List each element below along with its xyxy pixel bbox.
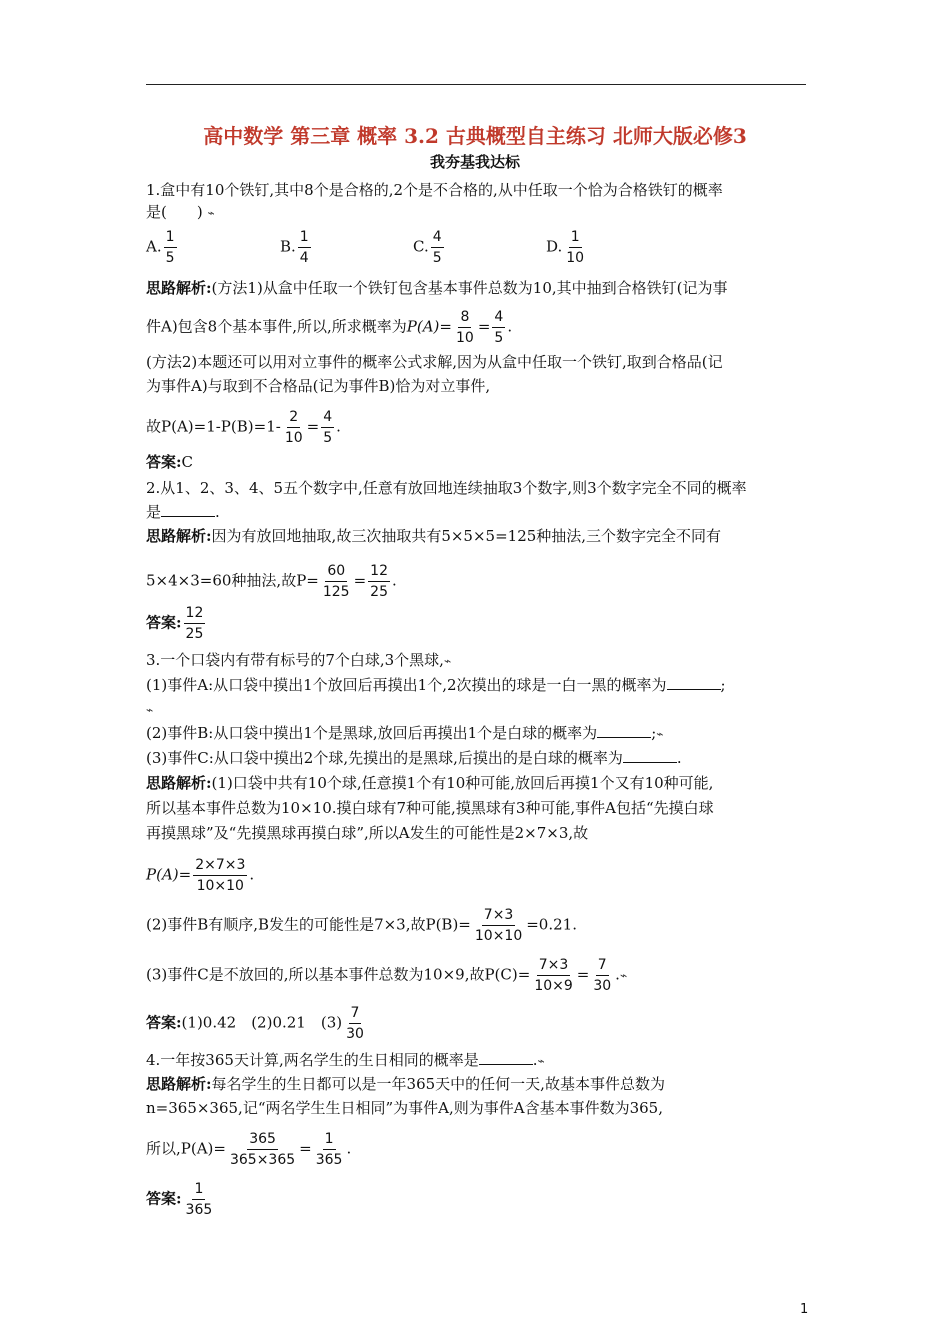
numerator: 7 bbox=[349, 1004, 362, 1024]
numerator: 1 bbox=[164, 228, 177, 248]
numerator: 12 bbox=[368, 562, 390, 582]
q3-solution-line3: 再摸黑球”及“先摸黑球再摸白球”,所以A发生的可能性是2×7×3,故 bbox=[146, 824, 589, 842]
denominator: 30 bbox=[593, 978, 612, 994]
denominator: 25 bbox=[185, 626, 204, 642]
q4-solution-line1 bbox=[146, 1074, 665, 1094]
solution-text: (3)事件C是不放回的,所以基本事件总数为10×9,故P(C)= bbox=[146, 965, 531, 984]
denominator: 5 bbox=[323, 430, 333, 446]
equals-sign: = bbox=[576, 965, 590, 984]
denominator: 25 bbox=[370, 584, 388, 600]
q1-option-b bbox=[280, 228, 313, 267]
q4-solution-line3 bbox=[146, 1130, 351, 1169]
numerator: 7×3 bbox=[482, 906, 516, 926]
answer-blank bbox=[479, 1050, 533, 1065]
period: . bbox=[215, 503, 220, 521]
math-expr: 故P(A)=1-P(B)=1- bbox=[146, 417, 281, 436]
numerator: 1 bbox=[569, 228, 582, 248]
page-number: 1 bbox=[800, 1302, 809, 1317]
option-label: D. bbox=[546, 237, 563, 256]
q3-solution-line2: 所以基本事件总数为10×10.摸白球有7种可能,摸黑球有3种可能,事件A包括“先摸白球 bbox=[146, 799, 714, 817]
period: . bbox=[336, 417, 341, 436]
numerator: 4 bbox=[321, 408, 334, 428]
fraction bbox=[314, 1130, 345, 1169]
edit-mark-icon: ⌁ bbox=[537, 1054, 545, 1068]
q3-line3-text: (2)事件B:从口袋中摸出1个是黑球,放回后再摸出1个是白球的概率为 bbox=[146, 724, 598, 742]
q2-line1: 2.从1、2、3、4、5五个数字中,任意有放回地连续抽取3个数字,则3个数字完全不同的概率 bbox=[146, 479, 747, 497]
fraction bbox=[344, 1004, 366, 1043]
fraction bbox=[591, 956, 613, 995]
fraction bbox=[298, 228, 311, 267]
numerator: 60 bbox=[325, 562, 347, 582]
q1-option-c bbox=[413, 228, 446, 267]
numerator: 4 bbox=[431, 228, 444, 248]
denominator: 5 bbox=[494, 330, 504, 346]
answer-blank bbox=[623, 748, 677, 763]
q3-mark-line bbox=[146, 699, 153, 720]
fraction bbox=[228, 1130, 297, 1169]
solution-text: 每名学生的生日都可以是一年365天中的任何一天,故基本事件总数为 bbox=[211, 1075, 665, 1093]
edit-mark-icon: ⌁ bbox=[656, 727, 664, 741]
period: . bbox=[507, 317, 513, 336]
denominator: 10×9 bbox=[534, 978, 573, 994]
fraction bbox=[184, 604, 206, 643]
fraction bbox=[321, 408, 334, 447]
numerator: 1 bbox=[192, 1180, 205, 1200]
section-subtitle: 我夯基我达标 bbox=[429, 153, 520, 171]
option-label: C. bbox=[413, 237, 429, 256]
q3-line4: (3)事件C:从口袋中摸出2个球,先摸出的是黑球,后摸出的是白球的概率为 . bbox=[146, 749, 682, 767]
fraction bbox=[564, 228, 586, 267]
denominator: 10×10 bbox=[474, 928, 523, 944]
answer-value: C bbox=[181, 453, 194, 471]
equals-sign: = bbox=[477, 317, 491, 336]
q4-solution-line2: n=365×365,记“两名学生生日相同”为事件A,则为事件A含基本事件数为365, bbox=[146, 1099, 663, 1117]
q3-solution-line4 bbox=[146, 856, 254, 895]
denominator: 10 bbox=[455, 330, 474, 346]
solution-text: 因为有放回地抽取,故三次抽取共有5×5×5=125种抽法,三个数字完全不同有 bbox=[211, 527, 722, 545]
solution-text: (2)事件B有顺序,B发生的可能性是7×3,故P(B)= bbox=[146, 915, 471, 934]
answer-blank bbox=[161, 502, 215, 517]
q1-line2 bbox=[146, 202, 215, 223]
answer-heading: 答案: bbox=[146, 1013, 182, 1032]
q3-line3: (2)事件B:从口袋中摸出1个是黑球,放回后再摸出1个是白球的概率为 ;⌁ bbox=[146, 724, 664, 742]
numerator: 4 bbox=[492, 308, 505, 328]
answer-heading: 答案: bbox=[146, 1189, 182, 1208]
equals-sign: = bbox=[353, 571, 367, 590]
denominator: 5 bbox=[165, 250, 175, 266]
solution-text: 件A)包含8个基本事件,所以,所求概率为 bbox=[146, 317, 407, 336]
denominator: 4 bbox=[299, 250, 309, 266]
q4-line1-text: 4.一年按365天计算,两名学生的生日相同的概率是 bbox=[146, 1051, 479, 1069]
q3-line2: (1)事件A:从口袋中摸出1个放回后再摸出1个,2次摸出的球是一白一黑的概率为 ; bbox=[146, 676, 726, 694]
fraction bbox=[492, 308, 505, 347]
q1-line1: 1.盒中有10个铁钉,其中8个是合格的,2个是不合格的,从中任取一个恰为合格铁钉的概率 bbox=[146, 181, 723, 199]
denominator: 365 bbox=[315, 1152, 343, 1168]
solution-heading: 思路解析: bbox=[146, 774, 212, 792]
answer-blank bbox=[667, 675, 721, 690]
solution-text: (1)口袋中共有10个球,任意摸1个有10种可能,放回后再摸1个又有10种可能, bbox=[211, 774, 714, 792]
q1-answer bbox=[146, 452, 193, 472]
numerator: 365 bbox=[247, 1130, 278, 1150]
q1-solution-line4: 为事件A)与取到不合格品(记为事件B)恰为对立事件, bbox=[146, 377, 491, 395]
q1-option-d bbox=[546, 228, 588, 267]
answer-heading: 答案: bbox=[146, 613, 182, 632]
fraction bbox=[164, 228, 177, 267]
q3-solution-line5 bbox=[146, 906, 577, 945]
option-label: B. bbox=[280, 237, 296, 256]
option-label: A. bbox=[146, 237, 162, 256]
q2-line2 bbox=[146, 502, 220, 522]
solution-heading: 思路解析: bbox=[146, 527, 212, 545]
math-expr: 所以,P(A)= bbox=[146, 1139, 226, 1158]
denominator: 365×365 bbox=[229, 1152, 296, 1168]
fraction bbox=[283, 408, 305, 447]
numerator: 7×3 bbox=[537, 956, 571, 976]
q1-solution-line1 bbox=[146, 278, 728, 298]
q3-solution-line1 bbox=[146, 773, 713, 793]
edit-mark-icon: ⌁ bbox=[443, 654, 452, 668]
math-result: =0.21. bbox=[526, 915, 577, 934]
numerator: 1 bbox=[298, 228, 311, 248]
q1-solution-line3: (方法2)本题还可以用对立事件的概率公式求解,因为从盒中任取一个铁钉,取到合格品(记 bbox=[146, 353, 723, 371]
numerator: 1 bbox=[323, 1130, 336, 1150]
q1-solution-line5 bbox=[146, 408, 341, 447]
math-expr: 5×4×3=60种抽法,故P= bbox=[146, 571, 319, 590]
solution-heading: 思路解析: bbox=[146, 279, 212, 297]
q1-line2-text: 是( ) bbox=[146, 203, 203, 221]
math-expr: P(A)= bbox=[146, 865, 192, 884]
fraction bbox=[532, 956, 574, 995]
period: . bbox=[392, 571, 397, 590]
solution-heading: 思路解析: bbox=[146, 1075, 212, 1093]
solution-text: (方法1)从盒中任取一个铁钉包含基本事件总数为10,其中抽到合格铁钉(记为事 bbox=[211, 279, 728, 297]
q1-option-a bbox=[146, 228, 179, 267]
q3-answer bbox=[146, 1004, 368, 1043]
numerator: 12 bbox=[184, 604, 206, 624]
q4-answer bbox=[146, 1180, 216, 1219]
equals-sign: = bbox=[299, 1139, 312, 1158]
denominator: 10×10 bbox=[196, 878, 244, 894]
q3-line4-text: (3)事件C:从口袋中摸出2个球,先摸出的是黑球,后摸出的是白球的概率为 bbox=[146, 749, 623, 767]
denominator: 125 bbox=[322, 584, 350, 600]
period: . bbox=[346, 1139, 352, 1158]
numerator: 2 bbox=[287, 408, 300, 428]
denominator: 5 bbox=[432, 250, 442, 266]
q3-solution-line6 bbox=[146, 956, 627, 995]
q3-line1-text: 3.一个口袋内有带有标号的7个白球,3个黑球, bbox=[146, 651, 444, 669]
answer-value: (1)0.42 (2)0.21 (3) bbox=[181, 1013, 343, 1032]
equals-sign: = bbox=[306, 417, 320, 436]
denominator: 365 bbox=[185, 1202, 213, 1218]
answer-heading: 答案: bbox=[146, 453, 182, 471]
q2-answer bbox=[146, 604, 207, 643]
denominator: 10 bbox=[284, 430, 303, 446]
math-expr: P(A)= bbox=[406, 317, 452, 336]
fraction bbox=[184, 1180, 215, 1219]
q3-line2-text: (1)事件A:从口袋中摸出1个放回后再摸出1个,2次摸出的球是一白一黑的概率为 bbox=[146, 676, 667, 694]
q2-solution-line1 bbox=[146, 526, 721, 546]
fraction bbox=[431, 228, 444, 267]
q1-solution-line2 bbox=[146, 308, 512, 347]
page-title: 高中数学 第三章 概率 3.2 古典概型自主练习 北师大版必修3 bbox=[203, 124, 747, 148]
header-rule bbox=[146, 84, 806, 85]
numerator: 7 bbox=[596, 956, 609, 976]
q3-line1 bbox=[146, 650, 451, 671]
fraction bbox=[368, 562, 390, 601]
q2-line2-text: 是 bbox=[146, 503, 162, 521]
fraction bbox=[473, 906, 524, 945]
denominator: 10 bbox=[566, 250, 585, 266]
period: . bbox=[615, 965, 620, 984]
q2-solution-line2 bbox=[146, 562, 397, 601]
denominator: 30 bbox=[346, 1026, 364, 1042]
numerator: 2×7×3 bbox=[193, 856, 247, 876]
numerator: 8 bbox=[458, 308, 471, 328]
fraction bbox=[454, 308, 476, 347]
period: . bbox=[249, 865, 255, 884]
edit-mark-icon: ⌁ bbox=[146, 703, 154, 717]
edit-mark-icon: ⌁ bbox=[207, 206, 215, 220]
edit-mark-icon: ⌁ bbox=[619, 968, 628, 983]
fraction bbox=[193, 856, 247, 895]
q4-line1: 4.一年按365天计算,两名学生的生日相同的概率是 .⌁ bbox=[146, 1051, 545, 1069]
fraction bbox=[321, 562, 352, 601]
answer-blank bbox=[597, 723, 651, 738]
